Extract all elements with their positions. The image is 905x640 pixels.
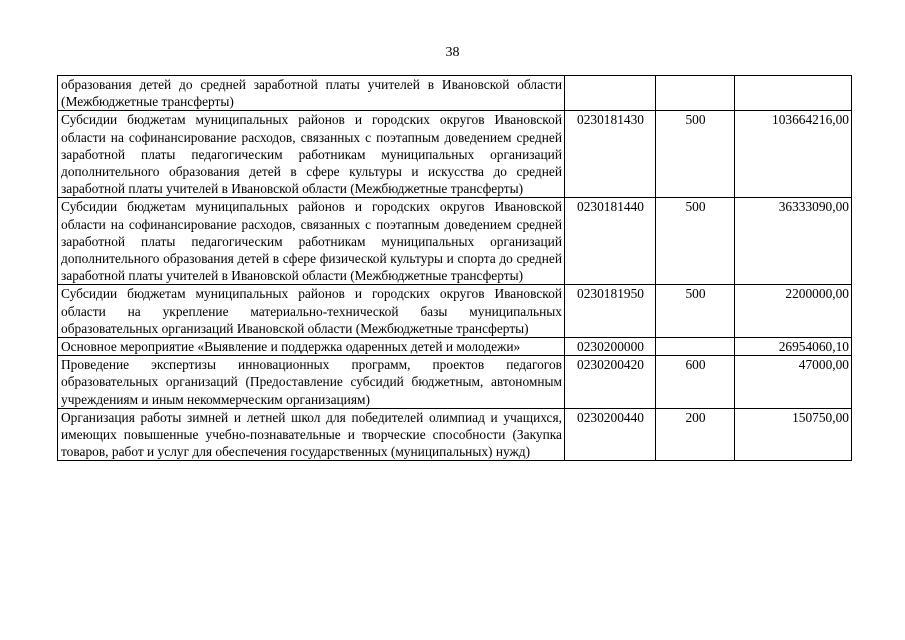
amount-cell: 2200000,00: [735, 285, 852, 338]
expense-type-cell: 500: [656, 111, 735, 198]
amount-cell: 150750,00: [735, 408, 852, 461]
table-row: [58, 408, 852, 461]
target-code-cell: 0230200000: [565, 338, 656, 356]
table-row: [58, 338, 852, 356]
row-name-cell: Субсидии бюджетам муниципальных районов и городских округов Ивановской области на софинансирование расходов, связанных с поэтапным доведением средней заработной платы педагогическим работникам муниципальных организаций дополнительного образования детей в сфере культуры и искусства до средней заработной платы учителей в Ивановской области (Межбюджетные трансферты): [58, 111, 565, 198]
page-number: 38: [445, 45, 460, 60]
expense-type-cell: 500: [656, 198, 735, 285]
row-name-cell: Субсидии бюджетам муниципальных районов и городских округов Ивановской области на укрепление материально-технической базы муниципальных образовательных организаций Ивановской области (Межбюджетные трансферты): [58, 285, 565, 338]
expense-type-cell: [656, 338, 735, 356]
target-code-cell: 0230181440: [565, 198, 656, 285]
row-name-cell: Проведение экспертизы инновационных программ, проектов педагогов образовательных организаций (Предоставление субсидий бюджетным, автономным учреждениям и иным некоммерческим организациям): [58, 356, 565, 409]
amount-cell: 26954060,10: [735, 338, 852, 356]
row-name-cell: образования детей до средней заработной платы учителей в Ивановской области (Межбюджетные трансферты): [58, 76, 565, 111]
expense-type-cell: 200: [656, 408, 735, 461]
expense-type-cell: 600: [656, 356, 735, 409]
row-name-cell: Субсидии бюджетам муниципальных районов и городских округов Ивановской области на софинансирование расходов, связанных с поэтапным доведением средней заработной платы педагогическим работникам муниципальных организаций дополнительного образования детей в сфере физической культуры и спорта до средней заработной платы учителей в Ивановской области (Межбюджетные трансферты): [58, 198, 565, 285]
amount-cell: 36333090,00: [735, 198, 852, 285]
budget-table: [57, 75, 852, 461]
table-row: [58, 111, 852, 198]
row-name-cell: Организация работы зимней и летней школ для победителей олимпиад и учащихся, имеющих повышенные учебно-познавательные и творческие способности (Закупка товаров, работ и услуг для обеспечения государственных (муниципальных) нужд): [58, 408, 565, 461]
target-code-cell: 0230200440: [565, 408, 656, 461]
table-row: [58, 76, 852, 111]
table-row: [58, 356, 852, 409]
amount-cell: [735, 76, 852, 111]
target-code-cell: 0230181430: [565, 111, 656, 198]
table-row: [58, 285, 852, 338]
expense-type-cell: 500: [656, 285, 735, 338]
expense-type-cell: [656, 76, 735, 111]
target-code-cell: 0230200420: [565, 356, 656, 409]
amount-cell: 47000,00: [735, 356, 852, 409]
table-row: [58, 198, 852, 285]
row-name-cell: Основное мероприятие «Выявление и поддержка одаренных детей и молодежи»: [58, 338, 565, 356]
target-code-cell: 0230181950: [565, 285, 656, 338]
target-code-cell: [565, 76, 656, 111]
amount-cell: 103664216,00: [735, 111, 852, 198]
